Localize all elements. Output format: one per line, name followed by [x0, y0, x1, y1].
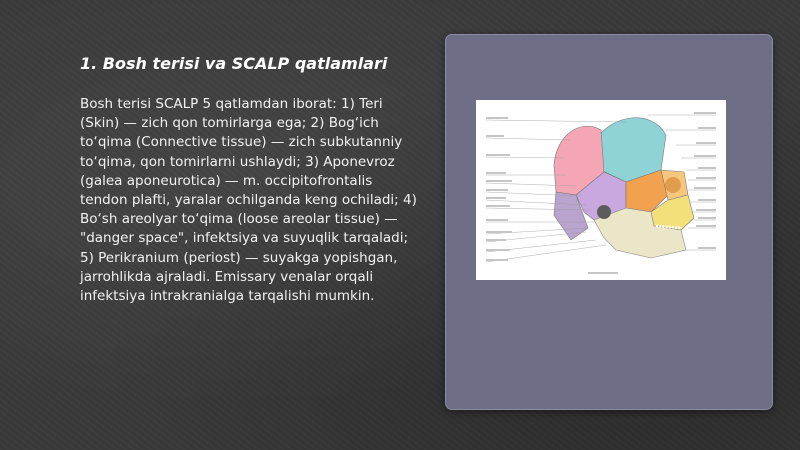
- eye-socket: [665, 177, 681, 193]
- image-card: [445, 34, 773, 410]
- credit-text-block: [588, 272, 618, 274]
- skull-drawing: [554, 118, 694, 258]
- skull-illustration: [476, 100, 726, 280]
- ear-canal: [597, 205, 611, 219]
- label-blocks-right: [694, 112, 716, 249]
- slide-body-text: Bosh terisi SCALP 5 qatlamdan iborat: 1) Teri (Skin) — zich qon tomirlarga ega; 2) Bog‘ich to‘qima (Connective tissue) — zich subkutanniy to‘qima, qon tomirlarni ushlaydi; 3) Aponevroz (galea aponeurotica) — m. occipitofrontalis tendon plafti, yaralar ochilganda keng ochiladi; 4) Bo‘sh areolyar to‘qima (loose areolar tissue) — "danger space", infektsiya va suyuqlik tarqaladi; 5) Perikranium (periost) — suyakga yopishgan, jarrohlikda ajraladi. Emissary venalar orqali infektsiya intrakranialga tarqalishi mumkin.: [80, 96, 417, 305]
- slide-title: 1. Bosh terisi va SCALP qatlamlari: [80, 54, 388, 73]
- skull-illustration-svg: [476, 100, 726, 280]
